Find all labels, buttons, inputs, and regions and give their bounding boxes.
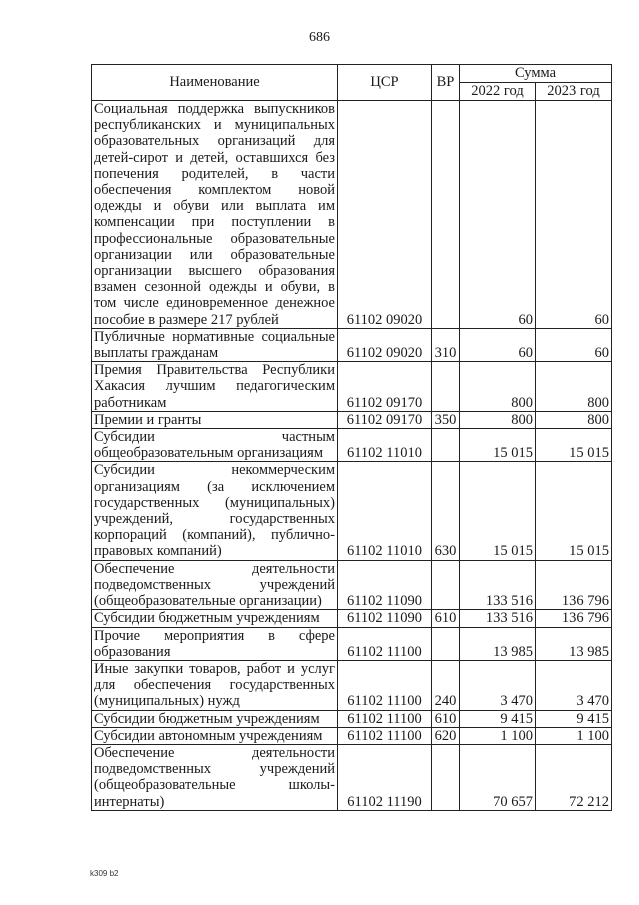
row-sum-2023: 13 985 xyxy=(536,627,612,660)
row-sum-2023: 136 796 xyxy=(536,560,612,610)
row-sum-2023: 9 415 xyxy=(536,710,612,727)
row-csr: 61102 11090 xyxy=(338,560,432,610)
row-vr xyxy=(432,744,460,810)
row-sum-2023: 60 xyxy=(536,101,612,329)
row-csr: 61102 11100 xyxy=(338,627,432,660)
row-name: Иные закупки товаров, работ и услуг для обеспечения государственных (муниципальных) нужд xyxy=(92,660,338,710)
table-row xyxy=(92,429,612,462)
budget-table xyxy=(91,64,612,811)
row-vr: 350 xyxy=(432,411,460,428)
row-vr: 620 xyxy=(432,727,460,744)
row-name: Прочие мероприятия в сфере образования xyxy=(92,627,338,660)
row-sum-2023: 60 xyxy=(536,328,612,361)
table-row xyxy=(92,744,612,810)
row-vr xyxy=(432,362,460,412)
header-vr: ВР xyxy=(432,65,460,101)
row-sum-2023: 136 796 xyxy=(536,610,612,627)
row-vr: 630 xyxy=(432,462,460,560)
header-year-2022: 2022 год xyxy=(460,83,536,101)
row-csr: 61102 11010 xyxy=(338,462,432,560)
row-sum-2022: 133 516 xyxy=(460,610,536,627)
row-csr: 61102 11100 xyxy=(338,710,432,727)
row-csr: 61102 09020 xyxy=(338,328,432,361)
row-sum-2022: 800 xyxy=(460,362,536,412)
row-sum-2022: 1 100 xyxy=(460,727,536,744)
header-name: Наименование xyxy=(92,65,338,101)
row-name: Обеспечение деятельности подведомственных учреждений (общеобразовательные школы-интернаты) xyxy=(92,744,338,810)
row-sum-2022: 133 516 xyxy=(460,560,536,610)
table-row xyxy=(92,328,612,361)
row-vr xyxy=(432,627,460,660)
header-year-2023: 2023 год xyxy=(536,83,612,101)
row-sum-2023: 72 212 xyxy=(536,744,612,810)
row-sum-2022: 70 657 xyxy=(460,744,536,810)
row-csr: 61102 11100 xyxy=(338,727,432,744)
row-name: Премия Правительства Республики Хакасия лучшим педагогическим работникам xyxy=(92,362,338,412)
row-csr: 61102 09170 xyxy=(338,362,432,412)
header-csr: ЦСР xyxy=(338,65,432,101)
row-name: Обеспечение деятельности подведомственных учреждений (общеобразовательные организации) xyxy=(92,560,338,610)
row-name: Субсидии частным общеобразовательным организациям xyxy=(92,429,338,462)
table-row xyxy=(92,660,612,710)
row-name: Публичные нормативные социальные выплаты гражданам xyxy=(92,328,338,361)
row-sum-2023: 15 015 xyxy=(536,462,612,560)
page-number: 686 xyxy=(309,30,330,45)
row-sum-2022: 60 xyxy=(460,328,536,361)
table-row xyxy=(92,560,612,610)
row-name: Субсидии бюджетным учреждениям xyxy=(92,610,338,627)
table-row xyxy=(92,627,612,660)
row-csr: 61102 11100 xyxy=(338,660,432,710)
row-name: Социальная поддержка выпускников республиканских и муниципальных образовательных организаций для детей-сирот и детей, оставшихся без попечения родителей, в части обеспечения комплектом новой одежды и обуви или выплата им компенсации при поступлении в профессиональные образовательные организации или образовательные организации высшего образования взамен сезонной одежды и обуви, в том числе единовременное денежное пособие в размере 217 рублей xyxy=(92,101,338,329)
row-name: Премии и гранты xyxy=(92,411,338,428)
table-row xyxy=(92,710,612,727)
row-sum-2022: 800 xyxy=(460,411,536,428)
row-sum-2023: 800 xyxy=(536,362,612,412)
row-sum-2023: 3 470 xyxy=(536,660,612,710)
table-row xyxy=(92,362,612,412)
row-csr: 61102 11010 xyxy=(338,429,432,462)
table-row xyxy=(92,411,612,428)
table-row xyxy=(92,462,612,560)
row-vr: 240 xyxy=(432,660,460,710)
row-vr: 310 xyxy=(432,328,460,361)
header-sum: Сумма xyxy=(460,65,612,83)
row-csr: 61102 11090 xyxy=(338,610,432,627)
row-name: Субсидии бюджетным учреждениям xyxy=(92,710,338,727)
footer-code: k309 b2 xyxy=(90,869,119,878)
row-sum-2022: 3 470 xyxy=(460,660,536,710)
row-sum-2022: 13 985 xyxy=(460,627,536,660)
row-sum-2022: 60 xyxy=(460,101,536,329)
row-name: Субсидии автономным учреждениям xyxy=(92,727,338,744)
table-row xyxy=(92,610,612,627)
row-vr xyxy=(432,101,460,329)
table-row xyxy=(92,727,612,744)
row-sum-2022: 15 015 xyxy=(460,429,536,462)
row-sum-2022: 15 015 xyxy=(460,462,536,560)
row-sum-2023: 15 015 xyxy=(536,429,612,462)
row-vr xyxy=(432,560,460,610)
table-header xyxy=(92,65,612,101)
row-vr: 610 xyxy=(432,610,460,627)
row-csr: 61102 09020 xyxy=(338,101,432,329)
row-csr: 61102 11190 xyxy=(338,744,432,810)
table-row xyxy=(92,101,612,329)
row-csr: 61102 09170 xyxy=(338,411,432,428)
row-sum-2023: 800 xyxy=(536,411,612,428)
row-vr xyxy=(432,429,460,462)
row-name: Субсидии некоммерческим организациям (за исключением государственных (муниципальных) учреждений, государственных корпораций (компаний), публично-правовых компаний) xyxy=(92,462,338,560)
row-sum-2022: 9 415 xyxy=(460,710,536,727)
row-sum-2023: 1 100 xyxy=(536,727,612,744)
table-body xyxy=(92,101,612,811)
row-vr: 610 xyxy=(432,710,460,727)
